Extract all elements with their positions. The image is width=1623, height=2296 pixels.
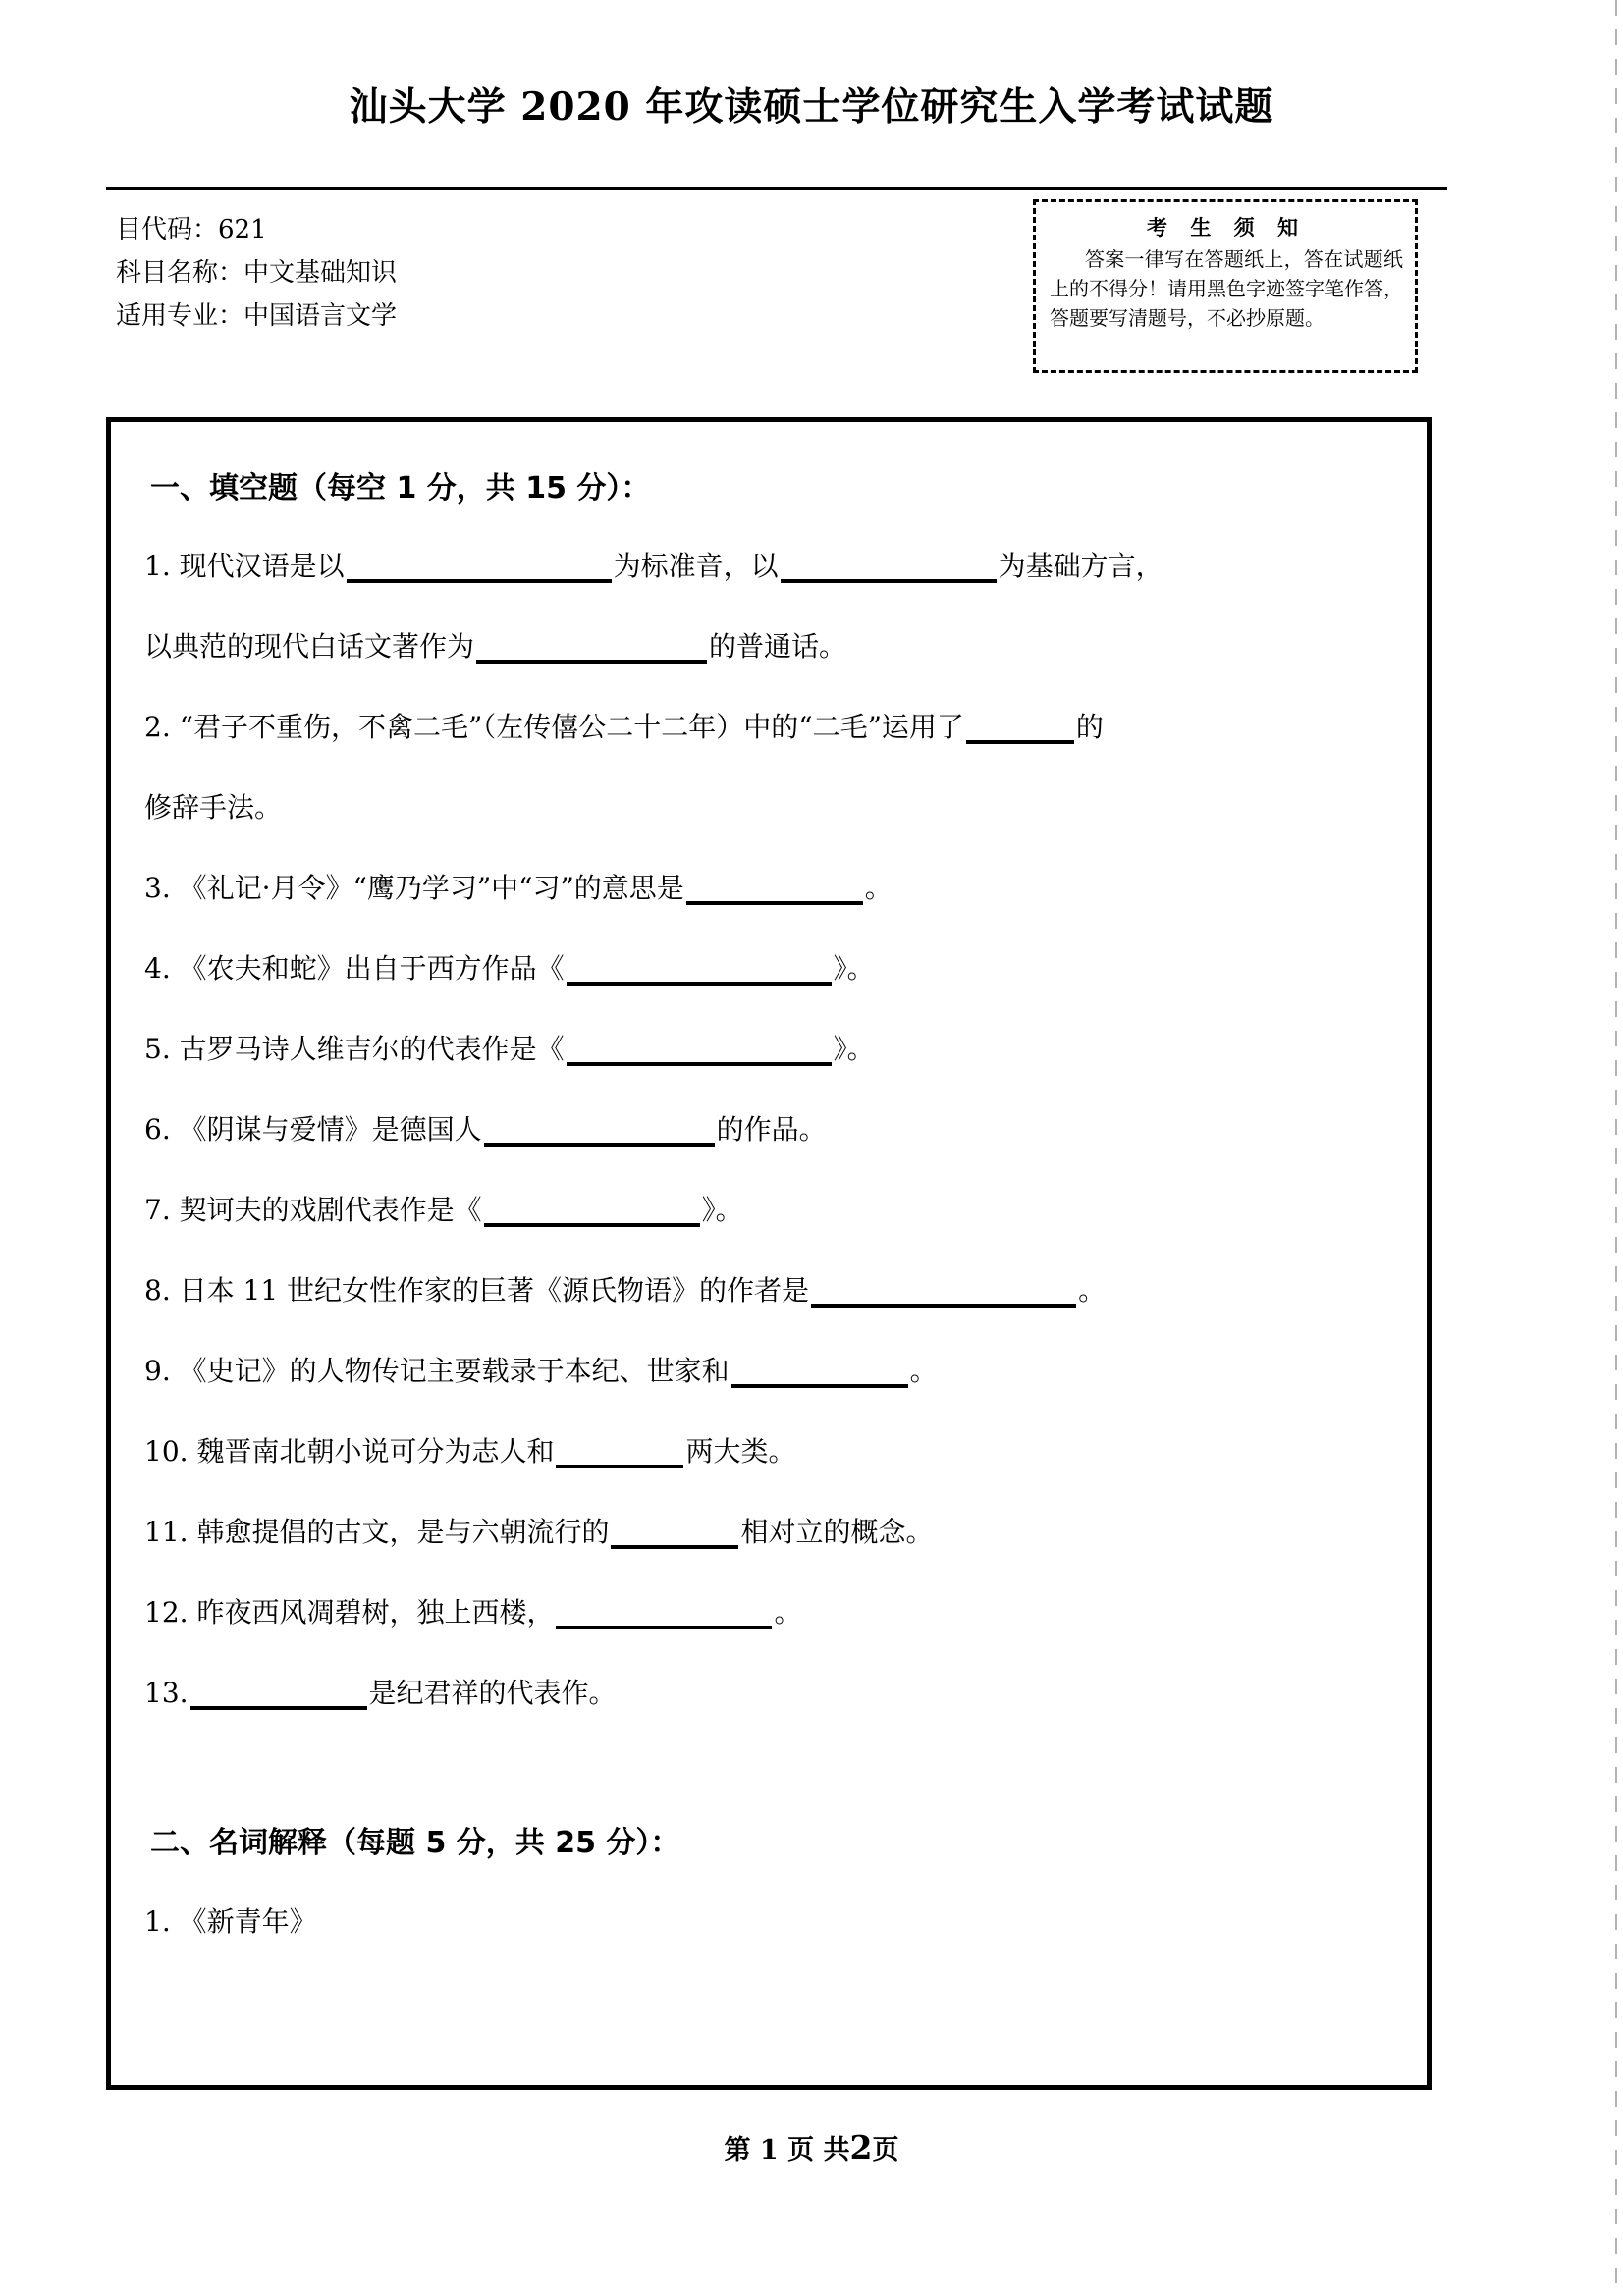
answer-blank[interactable] — [190, 1673, 367, 1710]
page-footer — [0, 2128, 1623, 2166]
question-text: 《礼记·月令》“鹰乃学习”中“习”的意思是 — [179, 872, 684, 904]
answer-blank[interactable] — [567, 1029, 832, 1066]
section-heading-term-explanation: 二、名词解释（每题 5 分，共 25 分）： — [150, 1826, 680, 1860]
question-number: 10. — [144, 1435, 189, 1468]
page-title: 汕头大学 2020 年攻读硕士学位研究生入学考试试题 — [349, 84, 1274, 130]
book-bracket-close: 》 — [701, 1194, 716, 1226]
footer-suffix: 页 — [872, 2135, 899, 2165]
question-text: 。 — [715, 1194, 743, 1226]
question-item — [144, 1019, 1393, 1080]
question-text: 。 — [909, 1355, 938, 1387]
question-text: 相对立的概念。 — [740, 1516, 934, 1548]
question-text: 。 — [846, 952, 875, 985]
applicable-major: 适用专业：中国语言文学 — [116, 301, 398, 331]
question-item — [144, 1180, 1393, 1241]
answer-blank[interactable] — [556, 1431, 683, 1468]
question-text: 魏晋南北朝小说可分为志人和 — [196, 1435, 555, 1468]
question-item-cont — [144, 777, 1393, 838]
book-bracket-open: 《 — [536, 1033, 565, 1065]
question-text: 的作品。 — [716, 1113, 827, 1146]
answer-blank[interactable] — [611, 1512, 738, 1549]
answer-blank[interactable] — [476, 626, 707, 664]
answer-blank[interactable] — [347, 546, 612, 583]
question-item — [144, 536, 1393, 597]
question-number: 4. — [144, 952, 171, 985]
footer-page-total: 2 — [849, 2128, 873, 2166]
question-text: 契诃夫的戏剧代表作是 — [179, 1194, 455, 1226]
question-text: 。 — [774, 1596, 802, 1629]
question-item — [144, 697, 1393, 758]
question-number: 2. — [144, 711, 171, 743]
book-bracket-close: 》 — [833, 1033, 847, 1065]
answer-blank[interactable] — [731, 1351, 908, 1388]
question-number: 8. — [144, 1274, 171, 1307]
question-item — [144, 1421, 1393, 1482]
question-text: 昨夜西风凋碧树，独上西楼， — [196, 1596, 555, 1629]
answer-blank[interactable] — [686, 868, 863, 905]
question-item — [144, 858, 1393, 919]
question-item — [144, 1502, 1393, 1563]
question-item — [144, 1099, 1393, 1160]
answer-blank[interactable] — [484, 1190, 700, 1227]
term-number: 1. — [144, 1905, 171, 1938]
book-bracket-open: 《 — [536, 952, 565, 985]
question-item-cont — [144, 616, 1393, 677]
answer-blank[interactable] — [567, 948, 832, 986]
question-text: 现代汉语是以 — [179, 550, 345, 582]
question-number: 1. — [144, 550, 171, 582]
question-text: 是纪君祥的代表作。 — [368, 1677, 617, 1709]
question-text: 《阴谋与爱情》是德国人 — [179, 1113, 482, 1146]
question-text: 的普通话。 — [709, 630, 847, 663]
question-number: 7. — [144, 1194, 171, 1226]
book-bracket-open: 《 — [454, 1194, 482, 1226]
question-text: 。 — [846, 1033, 875, 1065]
question-number: 6. — [144, 1113, 171, 1146]
answer-blank[interactable] — [484, 1109, 715, 1147]
exam-content-frame — [106, 417, 1432, 2090]
question-text: 《农夫和蛇》出自于西方作品 — [179, 952, 537, 985]
notice-title: 考 生 须 知 — [1147, 216, 1306, 240]
question-number: 5. — [144, 1033, 171, 1065]
question-text: 以典范的现代白话文著作为 — [144, 630, 475, 663]
answer-blank[interactable] — [966, 707, 1074, 744]
question-text: 日本 11 世纪女性作家的巨著《源氏物语》的作者是 — [179, 1274, 810, 1307]
question-text: 两大类。 — [685, 1435, 796, 1468]
question-text: 修辞手法。 — [144, 791, 283, 824]
exam-meta-block — [116, 208, 725, 338]
question-text: 为基础方言， — [998, 550, 1163, 582]
question-number: 12. — [144, 1596, 189, 1629]
scan-edge-artifact — [1615, 0, 1617, 2296]
candidate-notice-box — [1033, 199, 1418, 373]
question-item — [144, 1663, 1393, 1724]
question-text: 。 — [1078, 1274, 1107, 1307]
question-item — [144, 938, 1393, 999]
question-text: 古罗马诗人维吉尔的代表作是 — [179, 1033, 537, 1065]
term-text: 《新青年》 — [179, 1905, 317, 1938]
question-text: 《史记》的人物传记主要载录于本纪、世家和 — [179, 1355, 730, 1387]
notice-body: 答案一律写在答题纸上，答在试题纸上的不得分！请用黑色字迹签字笔作答，答题要写清题号，不必抄原题。 — [1050, 247, 1403, 330]
question-number: 3. — [144, 872, 171, 904]
subject-name: 科目名称：中文基础知识 — [116, 258, 398, 288]
footer-prefix: 第 1 页 共 — [724, 2135, 850, 2165]
term-item — [144, 1895, 1393, 1949]
answer-blank[interactable] — [781, 546, 997, 583]
question-text: 的 — [1075, 711, 1104, 743]
question-number: 11. — [144, 1516, 189, 1548]
question-item — [144, 1582, 1393, 1643]
question-text: “君子不重伤，不禽二毛”（左传僖公二十二年）中的“二毛”运用了 — [179, 711, 964, 743]
book-bracket-close: 》 — [833, 952, 847, 985]
question-number: 9. — [144, 1355, 171, 1387]
header-divider — [106, 187, 1447, 190]
answer-blank[interactable] — [811, 1270, 1076, 1308]
section-heading-fill-in-blanks: 一、填空题（每空 1 分，共 15 分）： — [150, 471, 651, 506]
question-text: 为标准音，以 — [613, 550, 779, 582]
subject-code: 目代码：621 — [116, 215, 267, 244]
answer-blank[interactable] — [556, 1592, 772, 1629]
question-text: 韩愈提倡的古文，是与六朝流行的 — [196, 1516, 610, 1548]
question-text: 。 — [864, 872, 893, 904]
question-item — [144, 1260, 1393, 1321]
question-number: 13. — [144, 1677, 189, 1709]
question-item — [144, 1341, 1393, 1402]
